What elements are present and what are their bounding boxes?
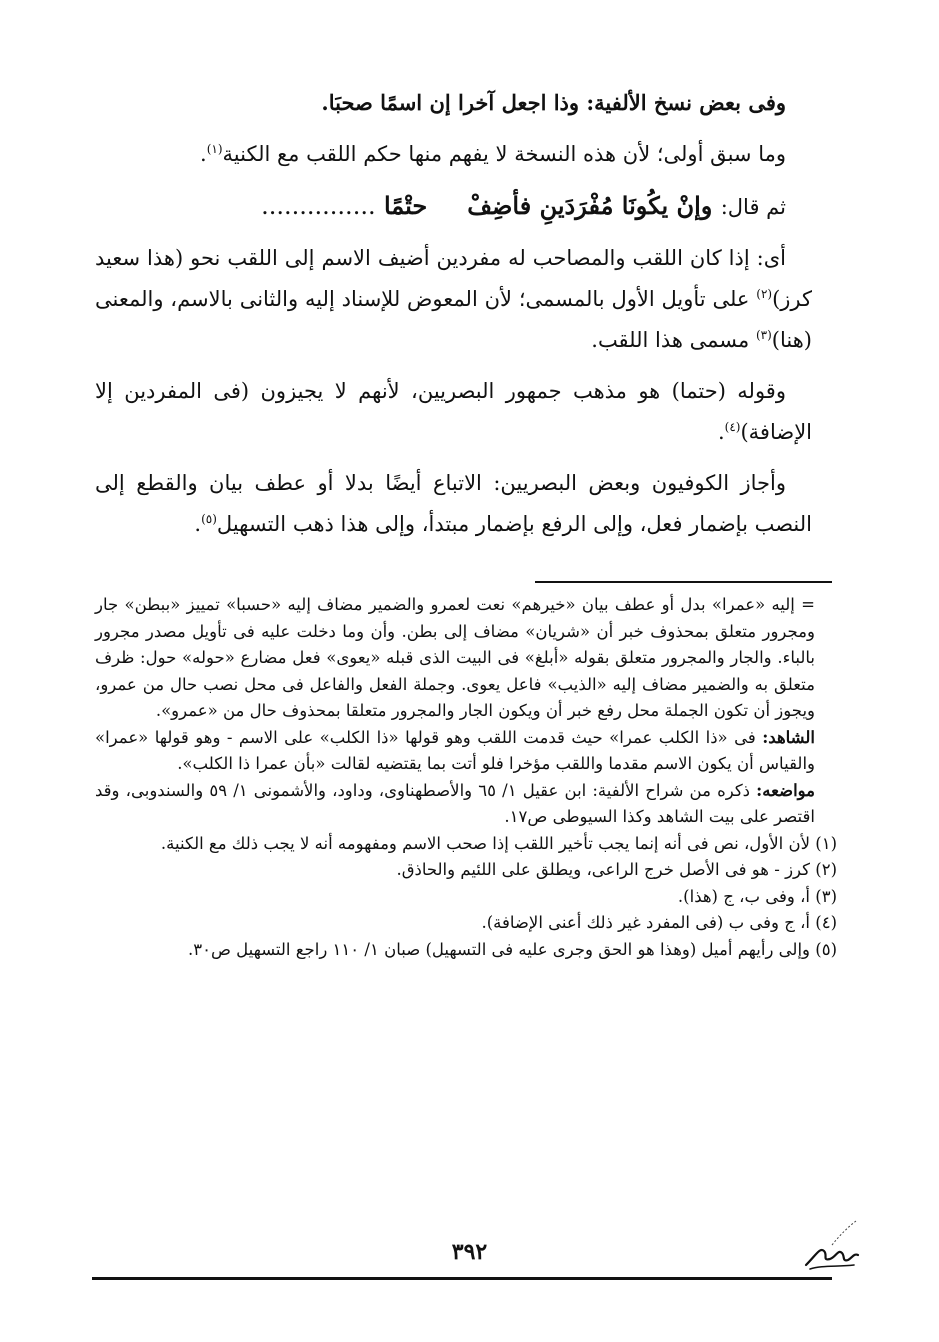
mawadi-label: مواضعه: (756, 780, 816, 800)
footnote-ref: (٤) (724, 420, 741, 434)
footnote-5: (٥) وإلى رأيهم أميل (وهذا هو الحق وجرى عليه فى التسهيل) صبان ١/ ١١٠ راجع التسهيل ص٣٠. (187, 939, 837, 959)
verse-label: ثم قال: (720, 195, 786, 219)
paragraph-3 (95, 463, 812, 545)
p1-part3: مسمى هذا اللقب. (591, 328, 756, 352)
footnote-ref: (٣) (755, 328, 772, 342)
paragraph-2 (95, 371, 812, 453)
handwritten-signature-icon (802, 1215, 862, 1275)
shahid-text: فى «ذا الكلب عمرا» حيث قدمت اللقب وهو قولها «ذا الكلب» على الاسم - وهو قولها «عمرا» والقياس أن يكون الاسم مقدما واللقب مؤخرا فلو أتت بما يقتضيه لقالت «بأن عمرا ذا الكلب». (95, 727, 815, 773)
paragraph-1 (95, 238, 812, 361)
page-bottom-rule (92, 1277, 832, 1280)
verse-dots: ............... (261, 192, 376, 220)
mawadi-text: ذكره من شراح الألفية: ابن عقيل ١/ ٦٥ والأصطهناوى، وداود، والأشمونى ١/ ٥٩ والسندوبى، وقد اقتصر على بيت الشاهد وكذا السيوطى ص١٧. (95, 780, 815, 826)
verse-text: وإنْ يكُونَا مُفْرَدَينِ فأضِفْ (467, 191, 713, 220)
paragraph-line1 (95, 82, 812, 124)
main-text (95, 82, 812, 555)
line1-text: وفى بعض نسخ الألفية: وذا اجعل آخرا إن اسمًا صحبَا. (321, 90, 786, 115)
line2-text: وما سبق أولى؛ لأن هذه النسخة لا يفهم منها حكم اللقب مع الكنية (222, 142, 786, 166)
footnote-4: (٤) أ، ج وفى ب (فى المفرد غير ذلك أعنى الإضافة). (481, 913, 837, 932)
footnote-2: (٢) كرز - هو فى الأصل خرج الراعى، ويطلق على اللئيم والحاذق. (396, 860, 837, 879)
line2-end: . (200, 142, 207, 166)
footnote-continuation: = إليه «عمرا» بدل أو عطف بيان «خيرهم» نعت لعمرو والضمير مضاف إليه «حسبا» تمييز «ببطن» جار ومجرور متعلق بمحذوف خبر أن «شريان» مضاف إلى بطن. وأن وما دخلت عليه فى تأويل مصدر مجرور بالباء. والجار والمجرور متعلق بقوله «أبلغ» فى البيت الذى قبله «يعوى» فعل مضارع «حوله» حول: ظرف متعلق به والضمير مضاف إليه «الذيب» فاعل يعوى. وجملة الفعل والفاعل فى محل نصب حال من عمرو، ويجوز أن تكون الجملة محل رفع خبر أن ويكون الجار والمجرور متعلقا بمحذوف حال من «عمرو». (95, 595, 815, 720)
verse-line (95, 185, 812, 228)
p1-part1: أى: إذا كان اللقب والمصاحب له مفردين أضيف الاسم إلى اللقب نحو (هذا سعيد كرز) (95, 246, 812, 311)
footnote-mawadi (95, 778, 837, 831)
footnote-1: (١) لأن الأول، نص فى أنه إنما يجب تأخير اللقب إذا صحب الاسم ومفهومه أنه لا يجب ذلك مع الكنية. (160, 833, 837, 853)
verse-word: حتْمًا (383, 191, 428, 220)
p3-end: . (194, 512, 202, 536)
footnote-shahid (95, 725, 837, 778)
paragraph-line2 (95, 134, 812, 175)
p2-text: وقوله (حتما) هو مذهب جمهور البصريين، لأنهم لا يجيزون (فى المفردين إلا الإضافة) (95, 379, 812, 444)
footnote-divider (535, 581, 832, 583)
page-number: ٣٩٢ (451, 1239, 488, 1265)
footnotes (95, 592, 837, 963)
footnote-3: (٣) أ، وفى ب، ج (هذا). (677, 886, 837, 906)
p3-text: وأجاز الكوفيون وبعض البصريين: الاتباع أيضًا بدلا أو عطف بيان والقطع إلى النصب بإضمار فعل، وإلى الرفع بإضمار مبتدأ، وإلى هذا ذهب التسهيل (95, 471, 812, 536)
footnote-ref: (٥) (201, 512, 217, 526)
p1-part2: على تأويل الأول بالمسمى؛ لأن المعوض للإسناد إليه والثانى بالاسم، والمعنى (هنا) (95, 287, 812, 352)
p2-end: . (717, 420, 725, 444)
footnote-ref: (١) (206, 142, 223, 156)
footnote-ref: (٢) (756, 287, 773, 301)
shahid-label: الشاهد: (762, 727, 815, 747)
